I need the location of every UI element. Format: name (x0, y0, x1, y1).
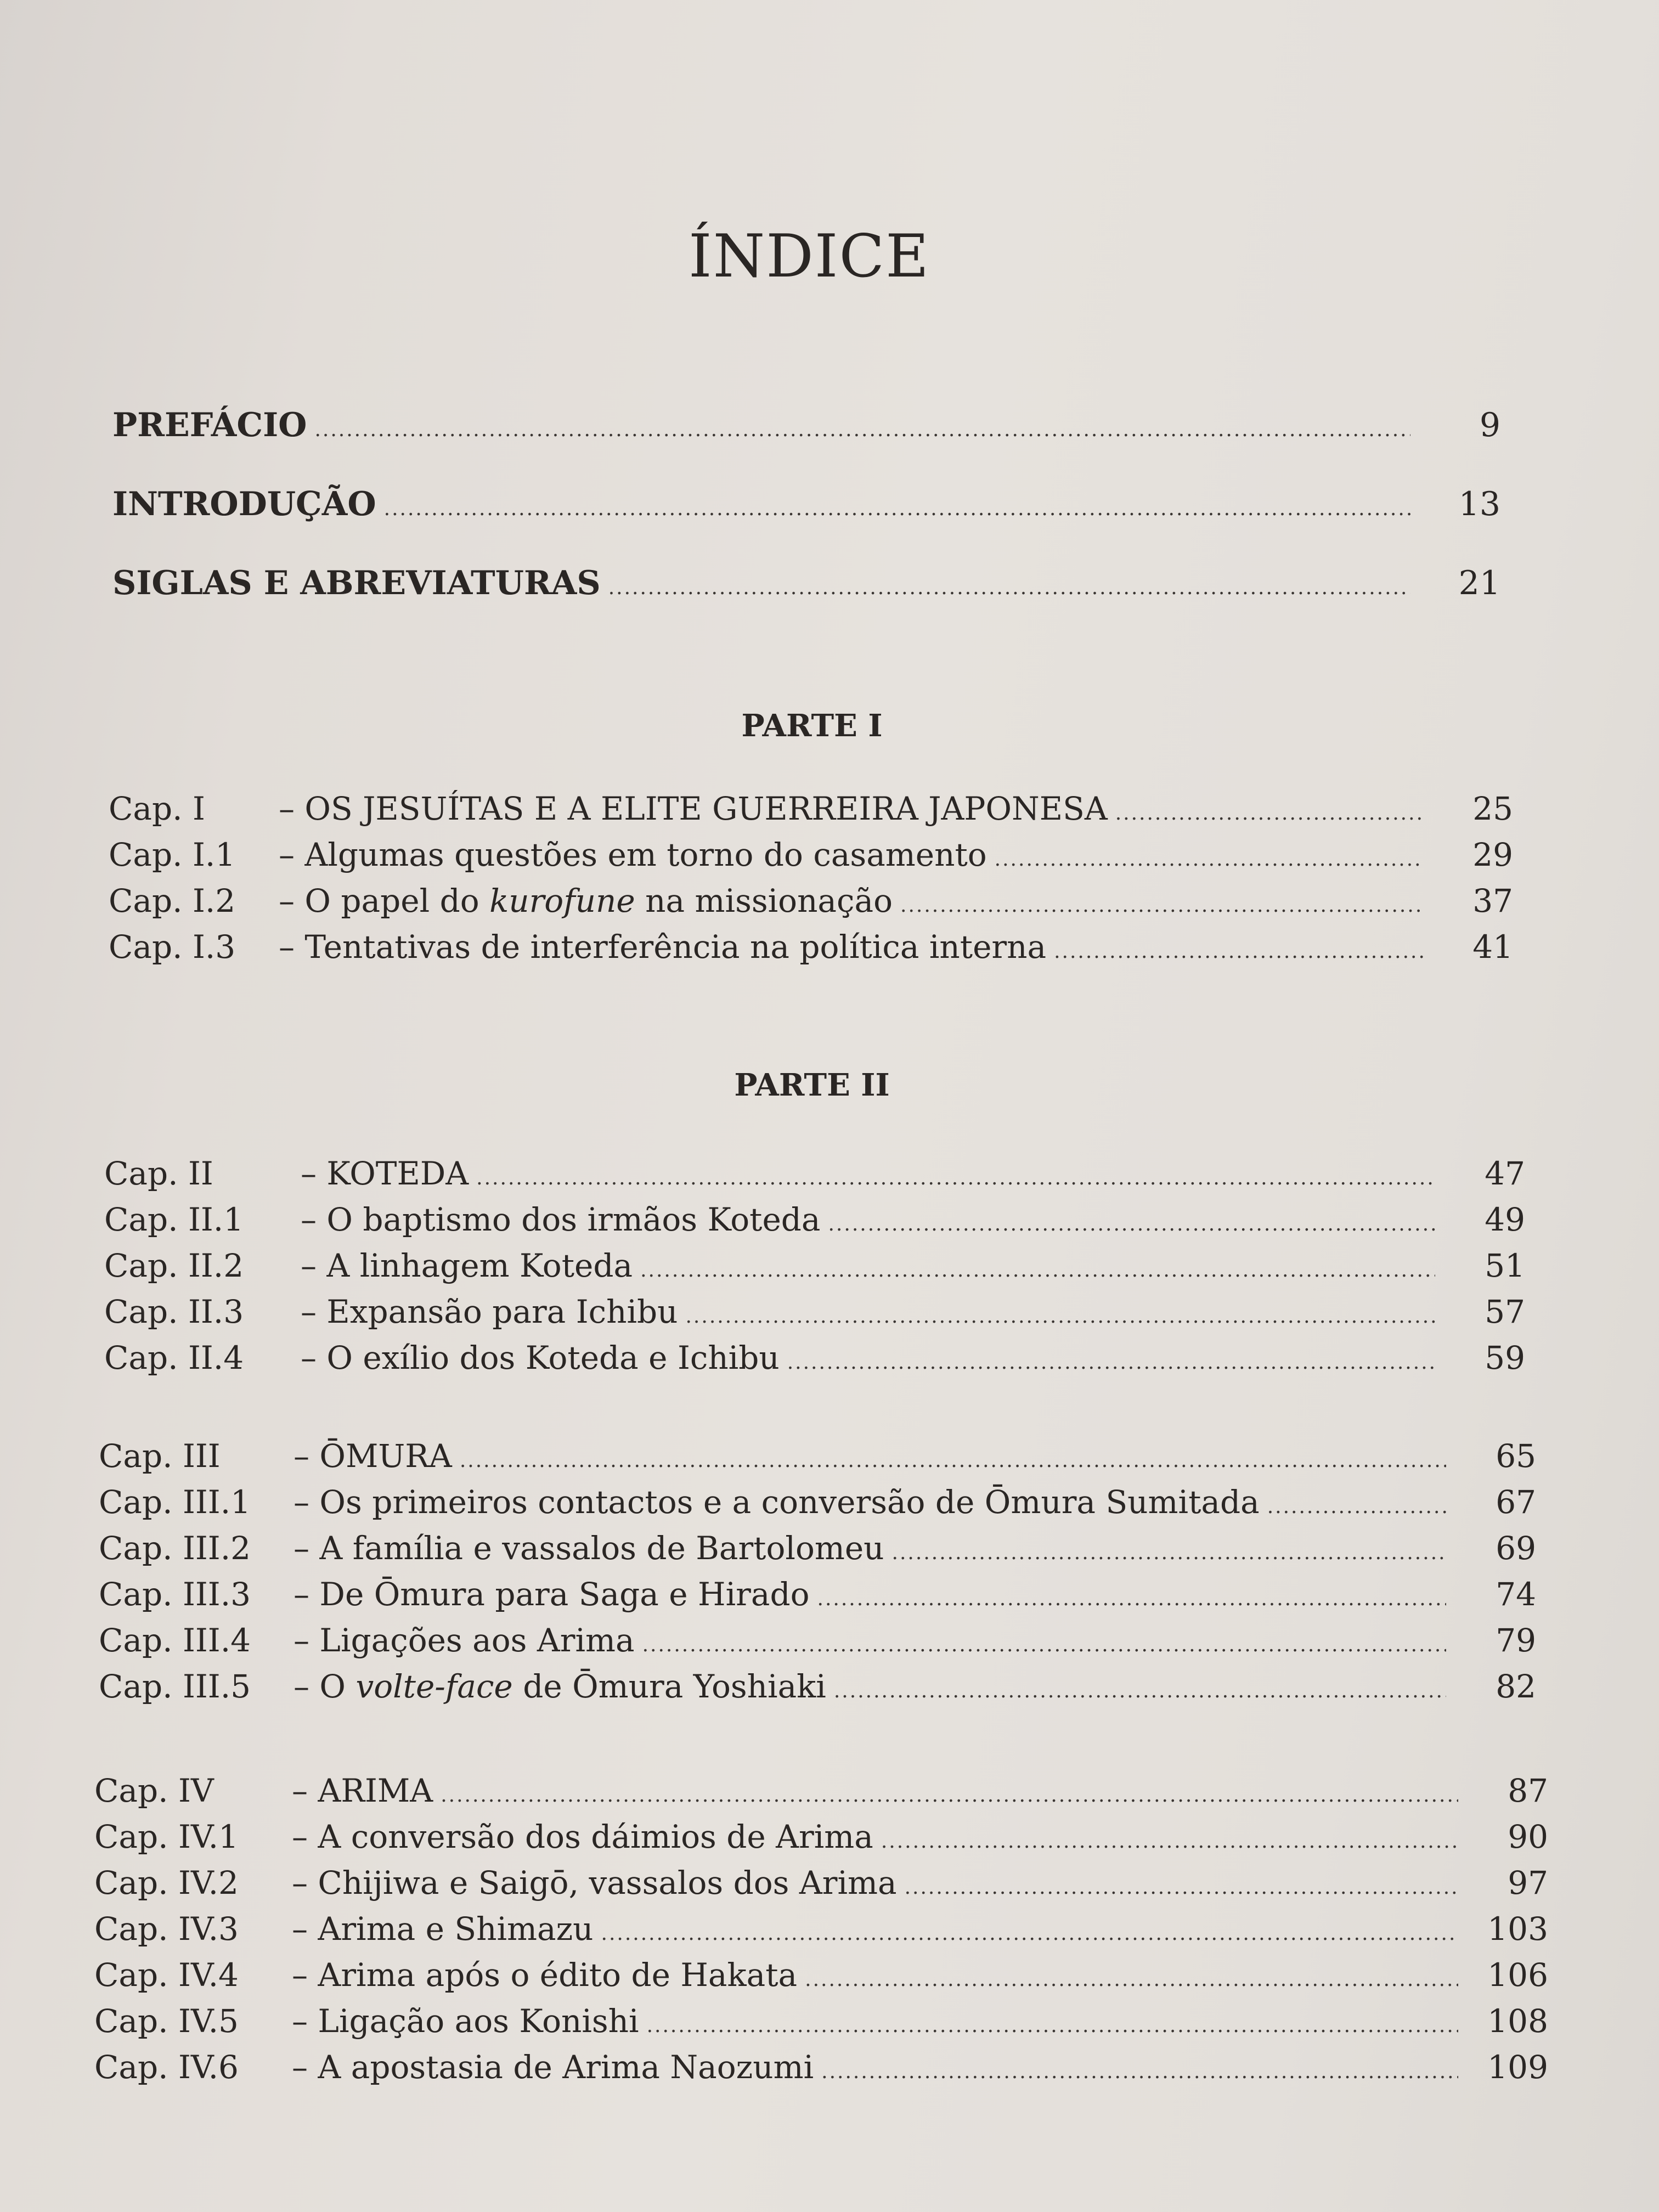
chapter-number: Cap. IV (94, 1772, 214, 1809)
chapter-page: 109 (1487, 2049, 1548, 2086)
chapter-title: – KOTEDA (301, 1155, 469, 1192)
chapter-page: 82 (1496, 1668, 1536, 1705)
dot-leader (787, 1339, 1435, 1376)
chapter-page: 67 (1496, 1483, 1536, 1521)
dot-leader (892, 1530, 1446, 1567)
dot-leader (817, 1576, 1447, 1613)
chapter-title-post: de Ōmura Yoshiaki (512, 1668, 826, 1705)
chapter-title: – A família e vassalos de Bartolomeu (294, 1530, 884, 1567)
chapter-title: – Ligação aos Konishi (292, 2002, 639, 2040)
chapter-page: 79 (1496, 1622, 1536, 1659)
chapter-number: Cap. II.1 (104, 1201, 244, 1238)
chapter-number: Cap. IV.2 (94, 1864, 239, 1901)
toc-entry-siglas (112, 564, 1500, 643)
chapter-page: 97 (1508, 1864, 1548, 1901)
chapter-title: – ŌMURA (294, 1437, 452, 1475)
chapter-entry (104, 1339, 1525, 1385)
toc-entry-label: INTRODUÇÃO (112, 485, 376, 523)
chapter-group (109, 790, 1513, 974)
chapter-page: 47 (1485, 1155, 1525, 1192)
toc-entry-label: SIGLAS E ABREVIATURAS (112, 564, 601, 602)
chapter-title: – Chijiwa e Saigō, vassalos dos Arima (292, 1864, 897, 1901)
toc-entry-prefacio (112, 406, 1500, 485)
chapter-title: – A conversão dos dáimios de Arima (292, 1818, 873, 1855)
chapter-page: 25 (1472, 790, 1513, 827)
chapter-entry (109, 836, 1513, 882)
chapter-entry (99, 1530, 1536, 1576)
chapter-title-italic: volte-face (356, 1668, 513, 1705)
chapter-page: 41 (1472, 928, 1513, 966)
chapter-page: 51 (1485, 1247, 1525, 1284)
chapter-entry (104, 1247, 1525, 1293)
dot-leader (476, 1155, 1435, 1192)
dot-leader (647, 2002, 1458, 2040)
chapter-group (94, 1772, 1548, 2095)
chapter-entry (94, 1910, 1548, 1956)
chapter-number: Cap. III.2 (99, 1530, 251, 1567)
chapter-page: 108 (1487, 2002, 1548, 2040)
chapter-title: – ARIMA (292, 1772, 433, 1809)
chapter-number: Cap. III (99, 1437, 221, 1475)
chapter-title: – Arima após o édito de Hakata (292, 1956, 798, 1994)
dot-leader (834, 1668, 1446, 1705)
chapter-number: Cap. II.3 (104, 1293, 244, 1330)
dot-leader (1115, 790, 1423, 827)
dot-leader (601, 1910, 1459, 1948)
chapter-page: 69 (1496, 1530, 1536, 1567)
chapter-entry (104, 1293, 1525, 1339)
chapter-title-post: na missionação (635, 882, 893, 919)
chapter-number: Cap. I.2 (109, 882, 236, 919)
chapter-number: Cap. IV.1 (94, 1818, 239, 1855)
chapter-number: Cap. III.5 (99, 1668, 251, 1705)
chapter-entry (94, 2002, 1548, 2049)
toc-entry-label: PREFÁCIO (112, 406, 307, 444)
chapter-entry (99, 1622, 1536, 1668)
chapter-page: 103 (1487, 1910, 1548, 1948)
chapter-number: Cap. IV.5 (94, 2002, 239, 2040)
chapter-number: Cap. II.2 (104, 1247, 244, 1284)
chapter-title: – Algumas questões em torno do casamento (279, 836, 987, 873)
chapter-number: Cap. III.4 (99, 1622, 251, 1659)
chapter-entry (99, 1483, 1536, 1530)
chapter-number: Cap. III.3 (99, 1576, 251, 1613)
chapter-title: – Tentativas de interferência na política interna (279, 928, 1047, 966)
dot-leader (685, 1293, 1435, 1330)
dot-leader (805, 1956, 1458, 1994)
chapter-entry (94, 2049, 1548, 2095)
chapter-entry (94, 1772, 1548, 1818)
chapter-page: 57 (1485, 1293, 1525, 1330)
chapter-group (99, 1437, 1536, 1714)
toc-entry-page: 9 (1479, 406, 1500, 444)
chapter-page: 49 (1485, 1201, 1525, 1238)
chapter-number: Cap. I.1 (109, 836, 236, 873)
toc-entry-page: 21 (1458, 564, 1500, 602)
chapter-title: – Expansão para Ichibu (301, 1293, 678, 1330)
chapter-page: 74 (1496, 1576, 1536, 1613)
chapter-page: 90 (1508, 1818, 1548, 1855)
chapter-title: – O exílio dos Koteda e Ichibu (301, 1339, 780, 1376)
chapter-number: Cap. I (109, 790, 205, 827)
dot-leader (995, 836, 1423, 873)
chapter-number: Cap. II.4 (104, 1339, 244, 1376)
chapter-title: – Arima e Shimazu (292, 1910, 594, 1948)
dot-leader (821, 2049, 1458, 2086)
dot-leader (640, 1247, 1435, 1284)
dot-leader (828, 1201, 1435, 1238)
chapter-number: Cap. I.3 (109, 928, 236, 966)
chapter-page: 37 (1472, 882, 1513, 919)
chapter-entry (99, 1668, 1536, 1714)
chapter-title: – A linhagem Koteda (301, 1247, 633, 1284)
page-title: ÍNDICE (689, 222, 930, 291)
chapter-entry (104, 1155, 1525, 1201)
chapter-title (294, 1668, 826, 1705)
chapter-group (104, 1155, 1525, 1385)
front-matter-list (112, 406, 1500, 643)
dot-leader (384, 485, 1410, 523)
chapter-title: – OS JESUÍTAS E A ELITE GUERREIRA JAPONESA (279, 790, 1108, 827)
chapter-entry (99, 1437, 1536, 1483)
chapter-title-pre: – O papel do (279, 882, 490, 919)
chapter-entry (94, 1864, 1548, 1910)
chapter-page: 87 (1508, 1772, 1548, 1809)
chapter-title: – Ligações aos Arima (294, 1622, 635, 1659)
dot-leader (881, 1818, 1458, 1855)
chapter-title: – Os primeiros contactos e a conversão de Ōmura Sumitada (294, 1483, 1260, 1521)
dot-leader (460, 1437, 1446, 1475)
dot-leader (642, 1622, 1446, 1659)
dot-leader (905, 1864, 1458, 1901)
chapter-entry (94, 1956, 1548, 2002)
chapter-number: Cap. IV.6 (94, 2049, 239, 2086)
chapter-entry (109, 928, 1513, 974)
chapter-page: 59 (1485, 1339, 1525, 1376)
dot-leader (900, 882, 1423, 919)
chapter-title: – O baptismo dos irmãos Koteda (301, 1201, 821, 1238)
dot-leader (608, 564, 1410, 602)
chapter-title: – De Ōmura para Saga e Hirado (294, 1576, 810, 1613)
dot-leader (314, 406, 1410, 444)
chapter-number: Cap. IV.4 (94, 1956, 239, 1994)
chapter-page: 106 (1487, 1956, 1548, 1994)
chapter-title (279, 882, 893, 919)
chapter-entry (99, 1576, 1536, 1622)
chapter-entry (104, 1201, 1525, 1247)
toc-entry-page: 13 (1458, 485, 1500, 523)
chapter-entry (109, 790, 1513, 836)
dot-leader (441, 1772, 1458, 1809)
chapter-number: Cap. IV.3 (94, 1910, 239, 1948)
chapter-entry (94, 1818, 1548, 1864)
dot-leader (1267, 1483, 1446, 1521)
chapter-number: Cap. II (104, 1155, 213, 1192)
part-heading: PARTE II (734, 1067, 890, 1103)
chapter-title: – A apostasia de Arima Naozumi (292, 2049, 814, 2086)
dot-leader (1054, 928, 1423, 966)
chapter-page: 29 (1472, 836, 1513, 873)
chapter-entry (109, 882, 1513, 928)
part-heading: PARTE I (741, 708, 883, 744)
chapter-number: Cap. III.1 (99, 1483, 251, 1521)
chapter-title-pre: – O (294, 1668, 356, 1705)
toc-entry-introducao (112, 485, 1500, 564)
chapter-page: 65 (1496, 1437, 1536, 1475)
chapter-title-italic: kurofune (489, 882, 635, 919)
